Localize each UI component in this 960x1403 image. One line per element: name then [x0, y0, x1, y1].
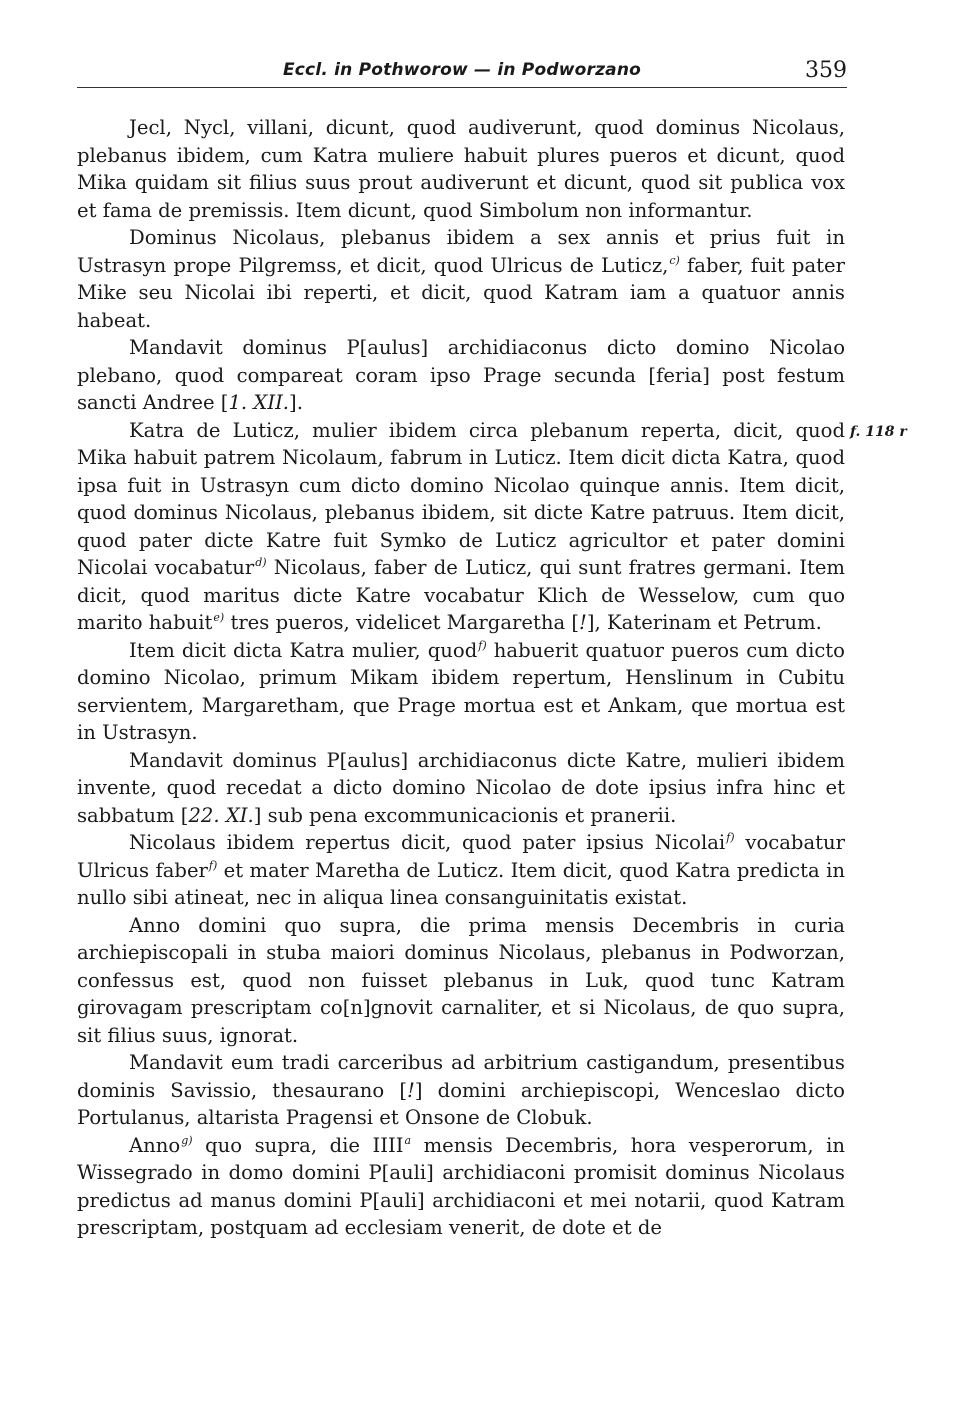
footnote-marker: f): [726, 831, 735, 844]
paragraph: Mandavit eum tradi carceribus ad arbitrium castigandum, presentibus dominis Savissio, thesaurano [!] domini archiepiscopi, Wenceslao dicto Portulanus, altarista Pragensi et Onsone de Clobuk.: [77, 1051, 845, 1129]
sic-mark: !: [407, 1078, 415, 1102]
paragraph: Katra de Luticz, mulier ibidem circa plebanum reperta, dicit, quod Mika habuit patrem Nicolaum, fabrum in Luticz. Item dicit dicta Katra, quod ipsa fuit in Ustrasyn cum dicto domino Nicolao quinque annis. Item dicit, quod dominus Nicolaus, plebanus ibidem, sit dicte Katre patruus. Item dicit, quod pater dicte Katre fuit Symko de Luticz agricultor et pater domini Nicolai vocabatur$^{d)}$ Nicolaus, faber de Luticz, qui sunt fratres germani. Item dicit, quod maritus dicte Katre vocabatur Klich de Wesselow, cum quo marito habuit$^{e)}$ tres pueros, videlicet Margaretha [!], Katerinam et Petrum.: [77, 418, 845, 634]
folio-margin-note: f. 118 r: [850, 424, 907, 440]
paragraph: Dominus Nicolaus, plebanus ibidem a sex annis et prius fuit in Ustrasyn prope Pilgremss, et dicit, quod Ulricus de Luticz,$^{c)}$ faber, fuit pater Mike seu Nicolai ibi reperti, et dicit, quod Katram iam a quatuor annis habeat.: [77, 226, 845, 332]
paragraph: Item dicit dicta Katra mulier, quod$^{f)}$ habuerit quatuor pueros cum dicto domino Nicolao, primum Mikam ibidem repertum, Henslinum in Cubitu servientem, Margaretham, que Prage mortua est et Ankam, que mortua est in Ustrasyn.: [77, 638, 845, 744]
paragraph: Nicolaus ibidem repertus dicit, quod pater ipsius Nicolai$^{f)}$ vocabatur Ulricus faber$^{f)}$ et mater Maretha de Luticz. Item dicit, quod Katra predicta in nullo sibi atineat, nec in aliqua linea consanguinitatis existat.: [77, 831, 845, 909]
footnote-marker: c): [669, 253, 680, 267]
header-rule: [77, 87, 847, 88]
date-editorial: 1. XII.: [228, 391, 290, 414]
footnote-marker: f): [478, 638, 487, 652]
paragraph: Anno domini quo supra, die prima mensis Decembris in curia archiepiscopali in stuba maiori dominus Nicolaus, plebanus in Podworzan, confessus est, quod non fuisset plebanus in Luk, quod tunc Katram girovagam prescriptam co[n]gnovit carnaliter, et si Nicolaus, de quo supra, sit filius suus, ignorat.: [77, 913, 845, 1047]
footnote-marker: e): [213, 611, 225, 624]
paragraph: Jecl, Nycl, villani, dicunt, quod audiverunt, quod dominus Nicolaus, plebanus ibidem, cum Katra muliere habuit plures pueros et dicunt, quod Mika quidam sit filius suus prout audiverunt et dicunt, quod sit publica vox et fama de premissis. Item dicunt, quod Simbolum non informantur.: [77, 116, 845, 222]
page-number: 359: [805, 58, 847, 83]
footnote-marker: d): [255, 556, 267, 569]
sic-mark: !: [579, 611, 587, 634]
footnote-marker: g): [181, 1133, 193, 1147]
running-title: Eccl. in Pothworow — in Podworzano: [282, 60, 642, 80]
paragraph: Mandavit dominus P[aulus] archidiaconus dicte Katre, mulieri ibidem invente, quod recedat a dicto domino Nicolao de dote ipsius infra hinc et sabbatum [22. XI.] sub pena excommunicacionis et pranerii.: [77, 748, 845, 827]
paragraph: Anno$^{g)}$ quo supra, die IIII$^a$ mensis Decembris, hora vesperorum, in Wissegrado in domo domini P[auli] archidiaconi promisit dominus Nicolaus predictus ad manus domini P[auli] archidiaconi et mei notarii, quod Katram prescriptam, postquam ad ecclesiam venerit, de dote et de: [77, 1133, 845, 1239]
footnote-marker: f): [208, 858, 218, 872]
paragraph: Mandavit dominus P[aulus] archidiaconus dicto domino Nicolao plebano, quod compareat coram ipso Prage secunda [feria] post festum sancti Andree [1. XII.].: [77, 336, 845, 414]
superscript-ordinal: a: [404, 1133, 412, 1147]
body-text: [77, 114, 845, 1242]
date-editorial: 22. XI.: [188, 803, 254, 827]
running-head: [77, 60, 847, 86]
